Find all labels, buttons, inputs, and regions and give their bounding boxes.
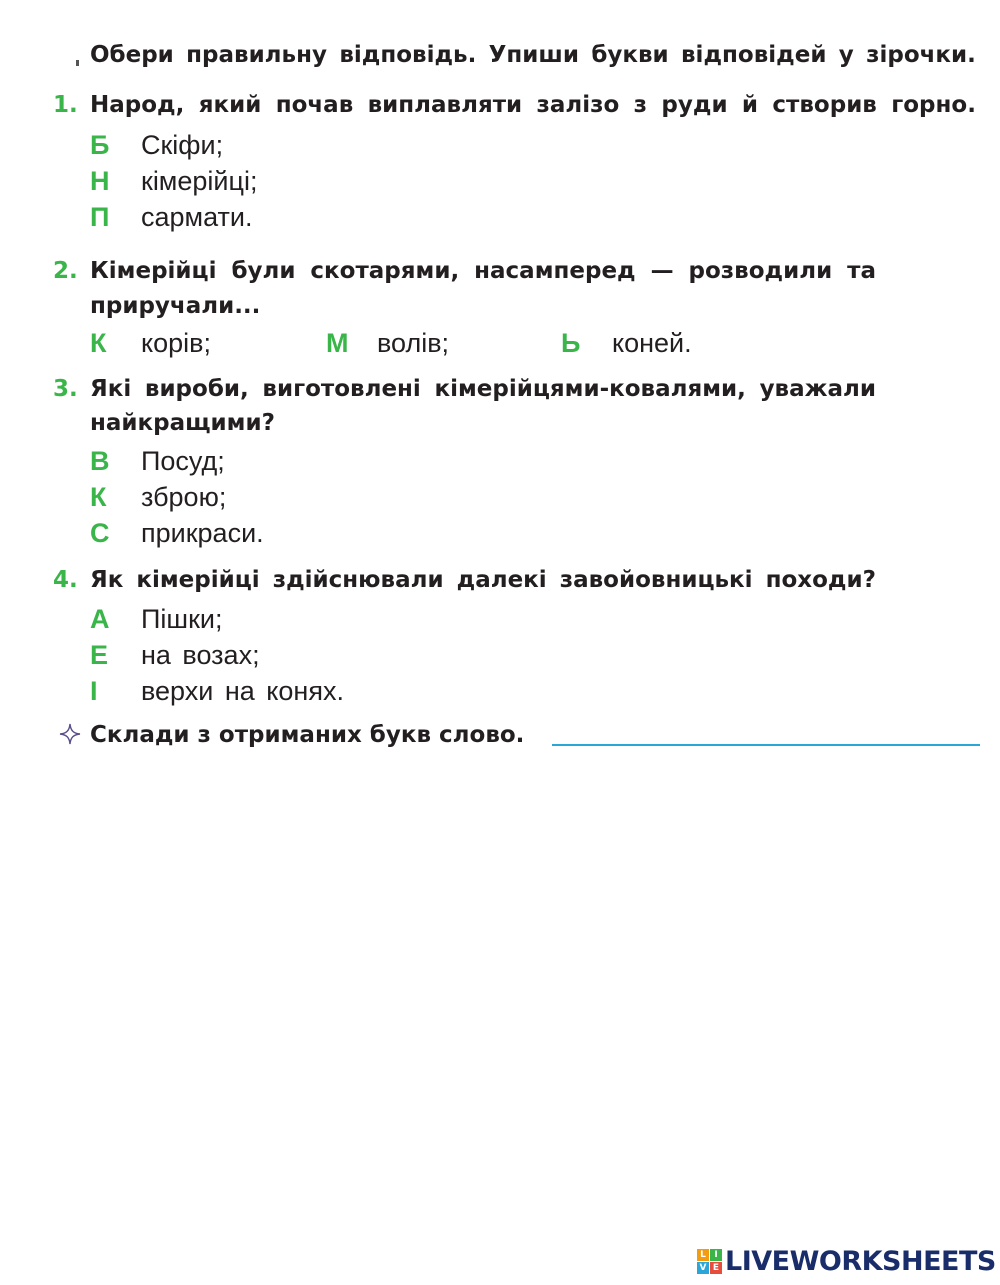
question-3-text-line-2: найкращими?	[90, 410, 275, 436]
question-3-text-line-1: Які вироби, виготовлені кімерійцями-ковалями, уважали	[90, 376, 876, 402]
q1-option-text-n: кімерійці;	[141, 166, 258, 196]
question-1-text: Народ, який почав виплавляти залізо з руди й створив горно.	[90, 92, 976, 118]
q1-option-letter-p: П	[90, 202, 110, 232]
q2-option-letter-k: К	[90, 328, 107, 358]
margin-tick	[76, 60, 79, 66]
q3-option-letter-v: В	[90, 446, 110, 476]
logo-text: LIVEWORKSHEETS	[725, 1246, 996, 1277]
q1-option-letter-n: Н	[90, 166, 110, 196]
q2-option-text-soft-sign: коней.	[612, 328, 692, 358]
q4-option-letter-a: А	[90, 604, 110, 634]
question-2-text-line-2: приручали...	[90, 293, 261, 319]
question-3-number: 3.	[53, 376, 78, 402]
q2-option-letter-m: М	[326, 328, 349, 358]
q2-option-text-k: корів;	[141, 328, 211, 358]
final-task-text: Склади з отриманих букв слово.	[90, 722, 525, 748]
star-icon	[58, 722, 82, 746]
q3-option-text-s: прикраси.	[141, 518, 264, 548]
q4-option-text-a: Пішки;	[141, 604, 223, 634]
q1-option-text-b: Скіфи;	[141, 130, 224, 160]
question-2-text-line-1: Кімерійці були скотарями, насамперед — розводили та	[90, 258, 876, 284]
q4-option-letter-i: І	[90, 676, 98, 706]
q3-option-letter-s: С	[90, 518, 110, 548]
question-4-number: 4.	[53, 567, 78, 593]
q2-option-letter-soft-sign: Ь	[561, 328, 581, 358]
logo-badge: L I V E	[697, 1249, 722, 1274]
q4-option-text-e: на возах;	[141, 640, 260, 670]
q2-option-text-m: волів;	[377, 328, 450, 358]
instruction-text: Обери правильну відповідь. Упиши букви відповідей у зірочки.	[90, 42, 976, 68]
q3-option-text-v: Посуд;	[141, 446, 225, 476]
question-2-number: 2.	[53, 258, 78, 284]
q1-option-text-p: сармати.	[141, 202, 253, 232]
q3-option-letter-k: К	[90, 482, 107, 512]
q3-option-text-k: зброю;	[141, 482, 227, 512]
q4-option-text-i: верхи на конях.	[141, 676, 344, 706]
liveworksheets-logo[interactable]	[697, 1246, 996, 1277]
question-1-number: 1.	[53, 92, 78, 118]
answer-input-line[interactable]	[552, 744, 980, 746]
question-4-text: Як кімерійці здійснювали далекі завойовницькі походи?	[90, 567, 876, 593]
q1-option-letter-b: Б	[90, 130, 110, 160]
q4-option-letter-e: Е	[90, 640, 109, 670]
